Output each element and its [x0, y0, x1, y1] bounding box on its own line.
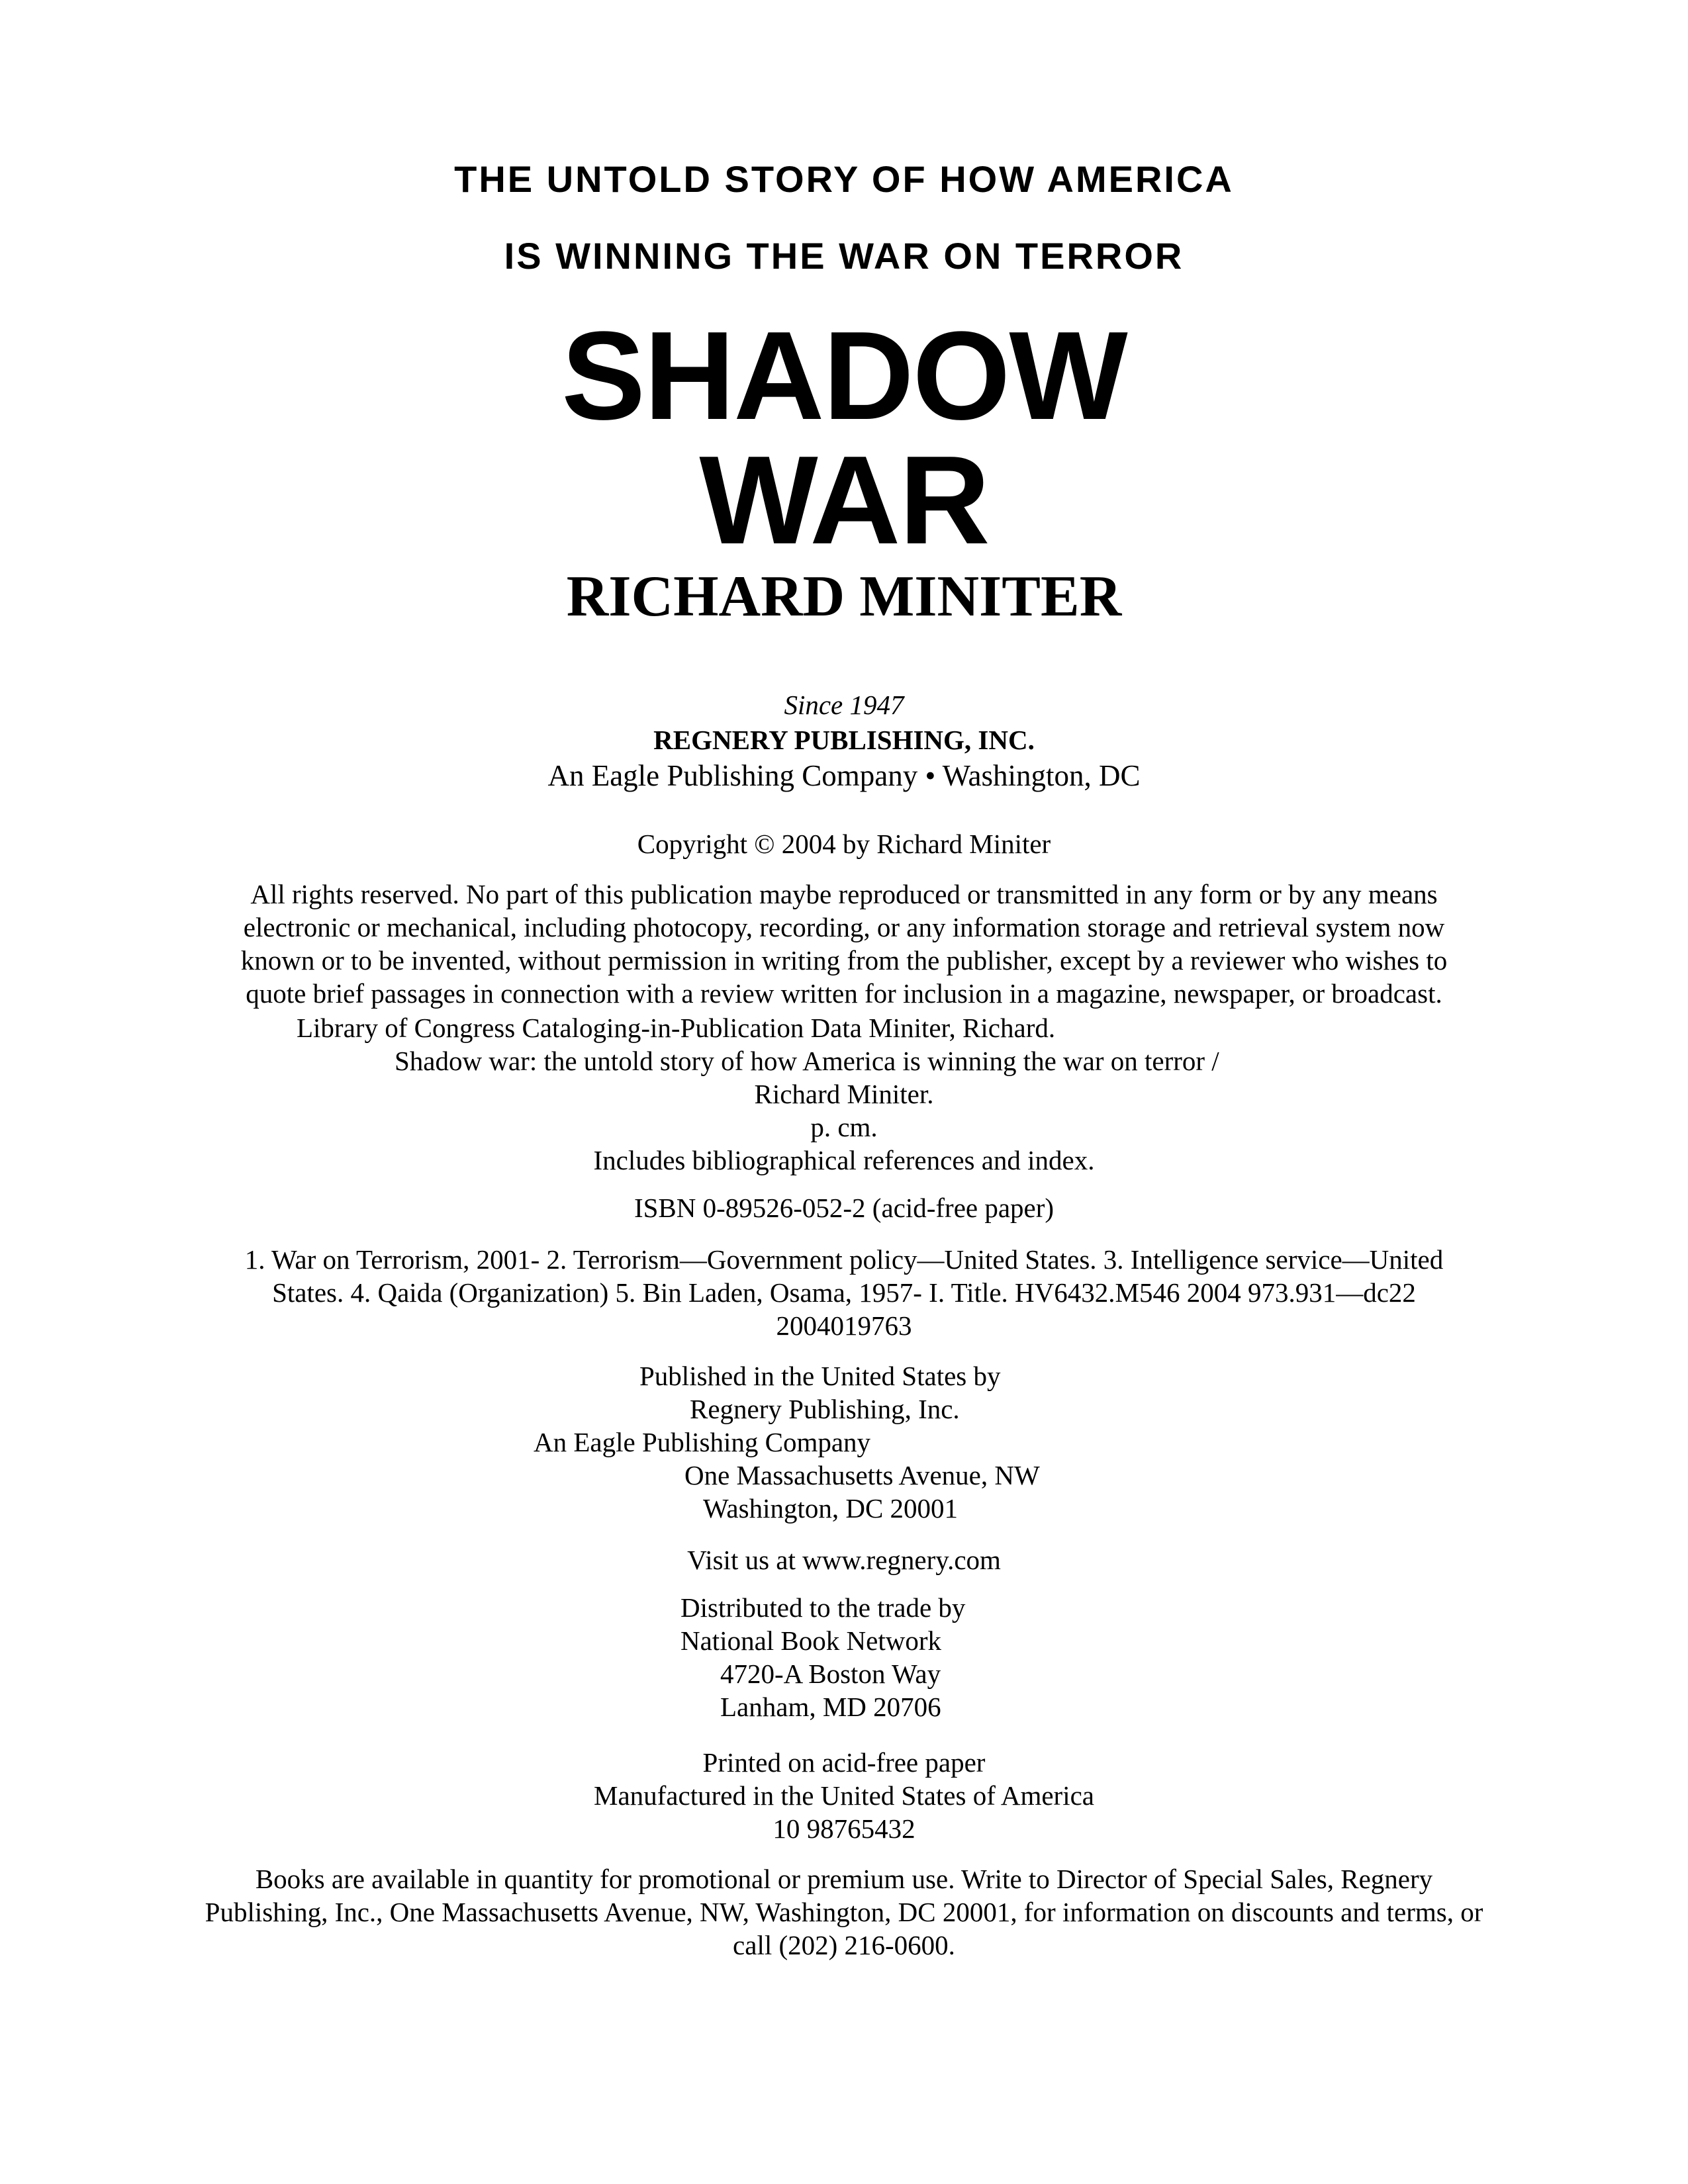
copyright-notice: Copyright © 2004 by Richard Miniter — [637, 829, 1051, 859]
book-title-line-1: SHADOW — [561, 306, 1127, 446]
distributed-line-1: Distributed to the trade by — [680, 1592, 966, 1623]
distributed-line-3: 4720-A Boston Way — [720, 1659, 941, 1689]
published-line-1: Published in the United States by — [639, 1361, 1001, 1391]
publisher-name: REGNERY PUBLISHING, INC. — [653, 725, 1035, 755]
rights-line-3: known or to be invented, without permission in writing from the publisher, except by a reviewer who wishes to — [240, 945, 1448, 976]
cip-line-2: Shadow war: the untold story of how America is winning the war on terror / — [395, 1046, 1219, 1076]
sales-line-3: call (202) 216-0600. — [733, 1930, 955, 1960]
published-line-3: An Eagle Publishing Company — [534, 1427, 871, 1457]
subjects-line-1: 1. War on Terrorism, 2001- 2. Terrorism—Government policy—United States. 3. Intelligence service—United — [244, 1244, 1444, 1275]
cip-line-5: Includes bibliographical references and index. — [593, 1145, 1095, 1175]
rights-line-1: All rights reserved. No part of this publication maybe reproduced or transmitted in any form or by any means — [250, 879, 1438, 909]
printing-line-1: Printed on acid-free paper — [702, 1747, 986, 1778]
isbn: ISBN 0-89526-052-2 (acid-free paper) — [633, 1193, 1055, 1223]
published-line-5: Washington, DC 20001 — [703, 1493, 959, 1524]
subjects-line-3: 2004019763 — [776, 1310, 912, 1341]
cip-line-4: p. cm. — [810, 1112, 878, 1142]
published-line-4: One Massachusetts Avenue, NW — [684, 1460, 1040, 1490]
printing-line-3: 10 98765432 — [773, 1813, 915, 1844]
visit-website: Visit us at www.regnery.com — [687, 1545, 1001, 1575]
rights-line-4: quote brief passages in connection with a review written for inclusion in a magazine, newspaper, or broadcast. — [246, 978, 1442, 1009]
sales-line-2: Publishing, Inc., One Massachusetts Avenue, NW, Washington, DC 20001, for information on discounts and terms, or — [205, 1897, 1483, 1927]
subtitle-line-2: IS WINNING THE WAR ON TERROR — [504, 235, 1184, 277]
book-title-line-2: WAR — [699, 430, 989, 570]
subjects-line-2: States. 4. Qaida (Organization) 5. Bin Laden, Osama, 1957- I. Title. HV6432.M546 2004 973.931—dc22 — [272, 1277, 1416, 1308]
publisher-tagline: An Eagle Publishing Company • Washington, DC — [547, 759, 1141, 792]
published-line-2: Regnery Publishing, Inc. — [690, 1394, 960, 1424]
publisher-since: Since 1947 — [784, 690, 904, 720]
distributed-line-2: National Book Network — [680, 1625, 941, 1656]
printing-line-2: Manufactured in the United States of America — [594, 1780, 1094, 1811]
distributed-line-4: Lanham, MD 20706 — [720, 1692, 941, 1722]
cip-line-3: Richard Miniter. — [754, 1079, 934, 1109]
subtitle-line-1: THE UNTOLD STORY OF HOW AMERICA — [454, 158, 1234, 200]
sales-line-1: Books are available in quantity for promotional or premium use. Write to Director of Special Sales, Regnery — [255, 1864, 1433, 1894]
author-name: RICHARD MINITER — [566, 565, 1122, 629]
rights-line-2: electronic or mechanical, including photocopy, recording, or any information storage and retrieval system now — [243, 912, 1445, 942]
cip-line-1: Library of Congress Cataloging-in-Publication Data Miniter, Richard. — [297, 1013, 1056, 1043]
